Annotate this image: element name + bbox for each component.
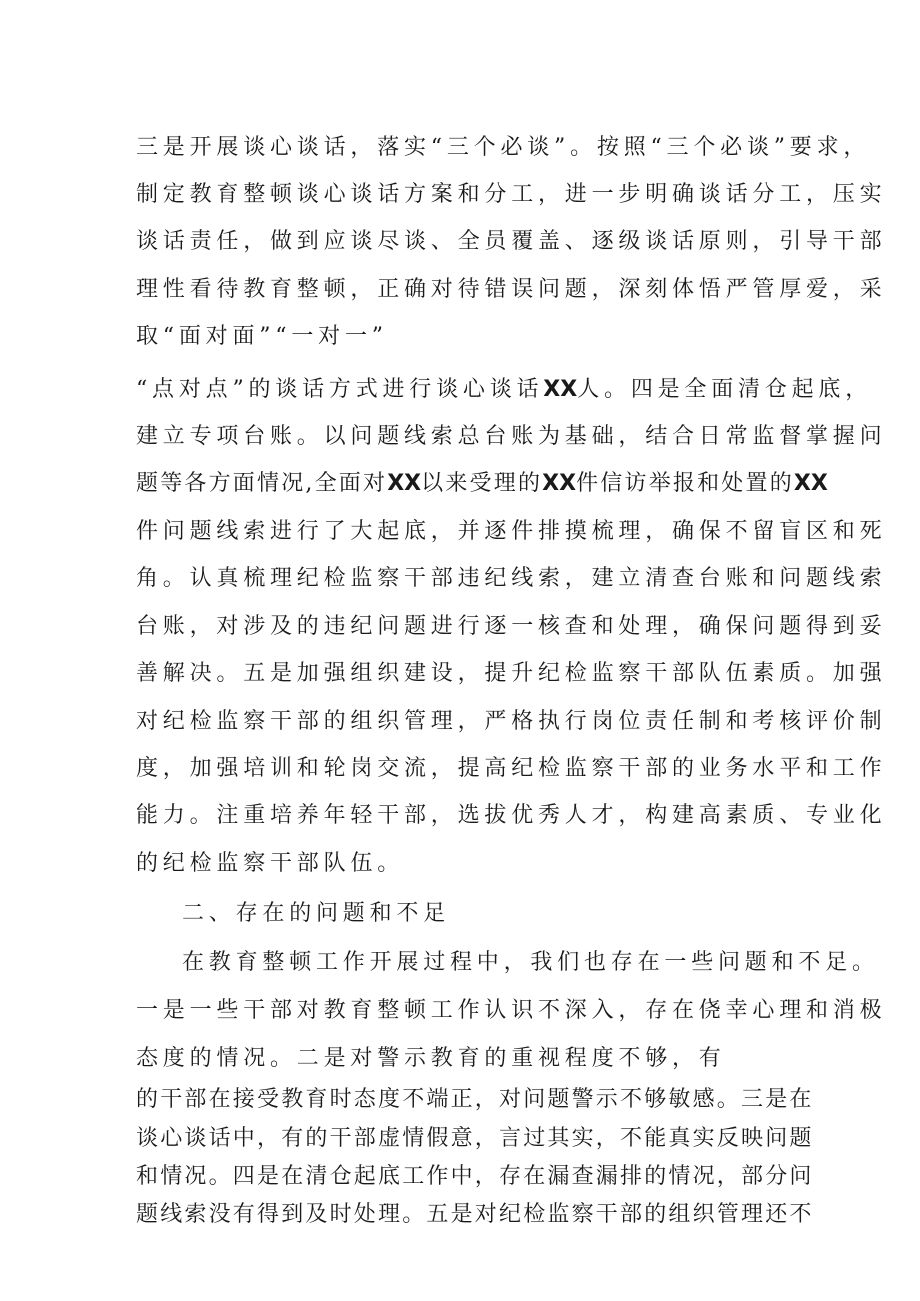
text-line <box>136 375 873 405</box>
text-line: 的纪检监察干部队伍。 <box>136 851 405 876</box>
text-line: 和情况。四是在清仓起底工作中，存在漏查漏排的情况，部分问 <box>136 1164 814 1189</box>
text-line: 题线索没有得到及时处理。五是对纪检监察干部的组织管理还不 <box>136 1202 814 1227</box>
text-line: 理性看待教育整顿，正确对待错误问题，深刻体悟严管厚爱，采 <box>136 277 887 302</box>
placeholder-xx: XX <box>793 471 828 496</box>
text-line: 件问题线索进行了大起底，并逐件排摸梳理，确保不留盲区和死 <box>136 519 887 544</box>
text-line: 对纪检监察干部的组织管理，严格执行岗位责任制和考核评价制 <box>136 709 887 734</box>
text-line: 的干部在接受教育时态度不端正，对问题警示不够敏感。三是在 <box>136 1087 814 1112</box>
text-segment: 人。四是全面清仓起底， <box>577 377 873 402</box>
placeholder-xx: XX <box>542 471 577 496</box>
text-line: 角。认真梳理纪检监察干部违纪线索，建立清查台账和问题线索 <box>136 566 887 591</box>
text-segment: 以来受理的 <box>421 471 543 496</box>
text-line: 谈心谈话中，有的干部虚情假意，言过其实，不能真实反映问题 <box>136 1126 814 1151</box>
text-line: 能力。注重培养年轻干部，选拔优秀人才，构建高素质、专业化 <box>136 803 887 828</box>
section-heading: 二、存在的问题和不足 <box>182 901 451 926</box>
text-segment: 件信访举报和处置的 <box>576 471 794 496</box>
text-line: 取“面对面”“一对一” <box>136 324 388 349</box>
placeholder-xx: XX <box>543 377 578 402</box>
text-line: 一是一些干部对教育整顿工作认识不深入，存在侥幸心理和消极 <box>136 998 887 1023</box>
text-segment: 题等各方面情况,全面对 <box>136 471 388 496</box>
text-line: 态度的情况。二是对警示教育的重视程度不够，有 <box>136 1046 726 1071</box>
text-line: 善解决。五是加强组织建设，提升纪检监察干部队伍素质。加强 <box>136 661 887 686</box>
text-line: 建立专项台账。以问题线索总台账为基础，结合日常监督掌握问 <box>136 424 887 449</box>
text-line <box>136 469 828 499</box>
text-line: 谈话责任，做到应谈尽谈、全员覆盖、逐级谈话原则，引导干部 <box>136 229 887 254</box>
text-line: 台账，对涉及的违纪问题进行逐一核查和处理，确保问题得到妥 <box>136 614 887 639</box>
text-segment: “点对点”的谈话方式进行谈心谈话 <box>136 377 544 402</box>
text-line: 在教育整顿工作开展过程中，我们也存在一些问题和不足。 <box>182 950 879 975</box>
text-line: 度，加强培训和轮岗交流，提高纪检监察干部的业务水平和工作 <box>136 756 887 781</box>
placeholder-xx: XX <box>387 471 422 496</box>
text-line: 制定教育整顿谈心谈话方案和分工，进一步明确谈话分工，压实 <box>136 182 887 207</box>
text-line: 三是开展谈心谈话，落实“三个必谈”。按照“三个必谈”要求， <box>136 135 871 160</box>
